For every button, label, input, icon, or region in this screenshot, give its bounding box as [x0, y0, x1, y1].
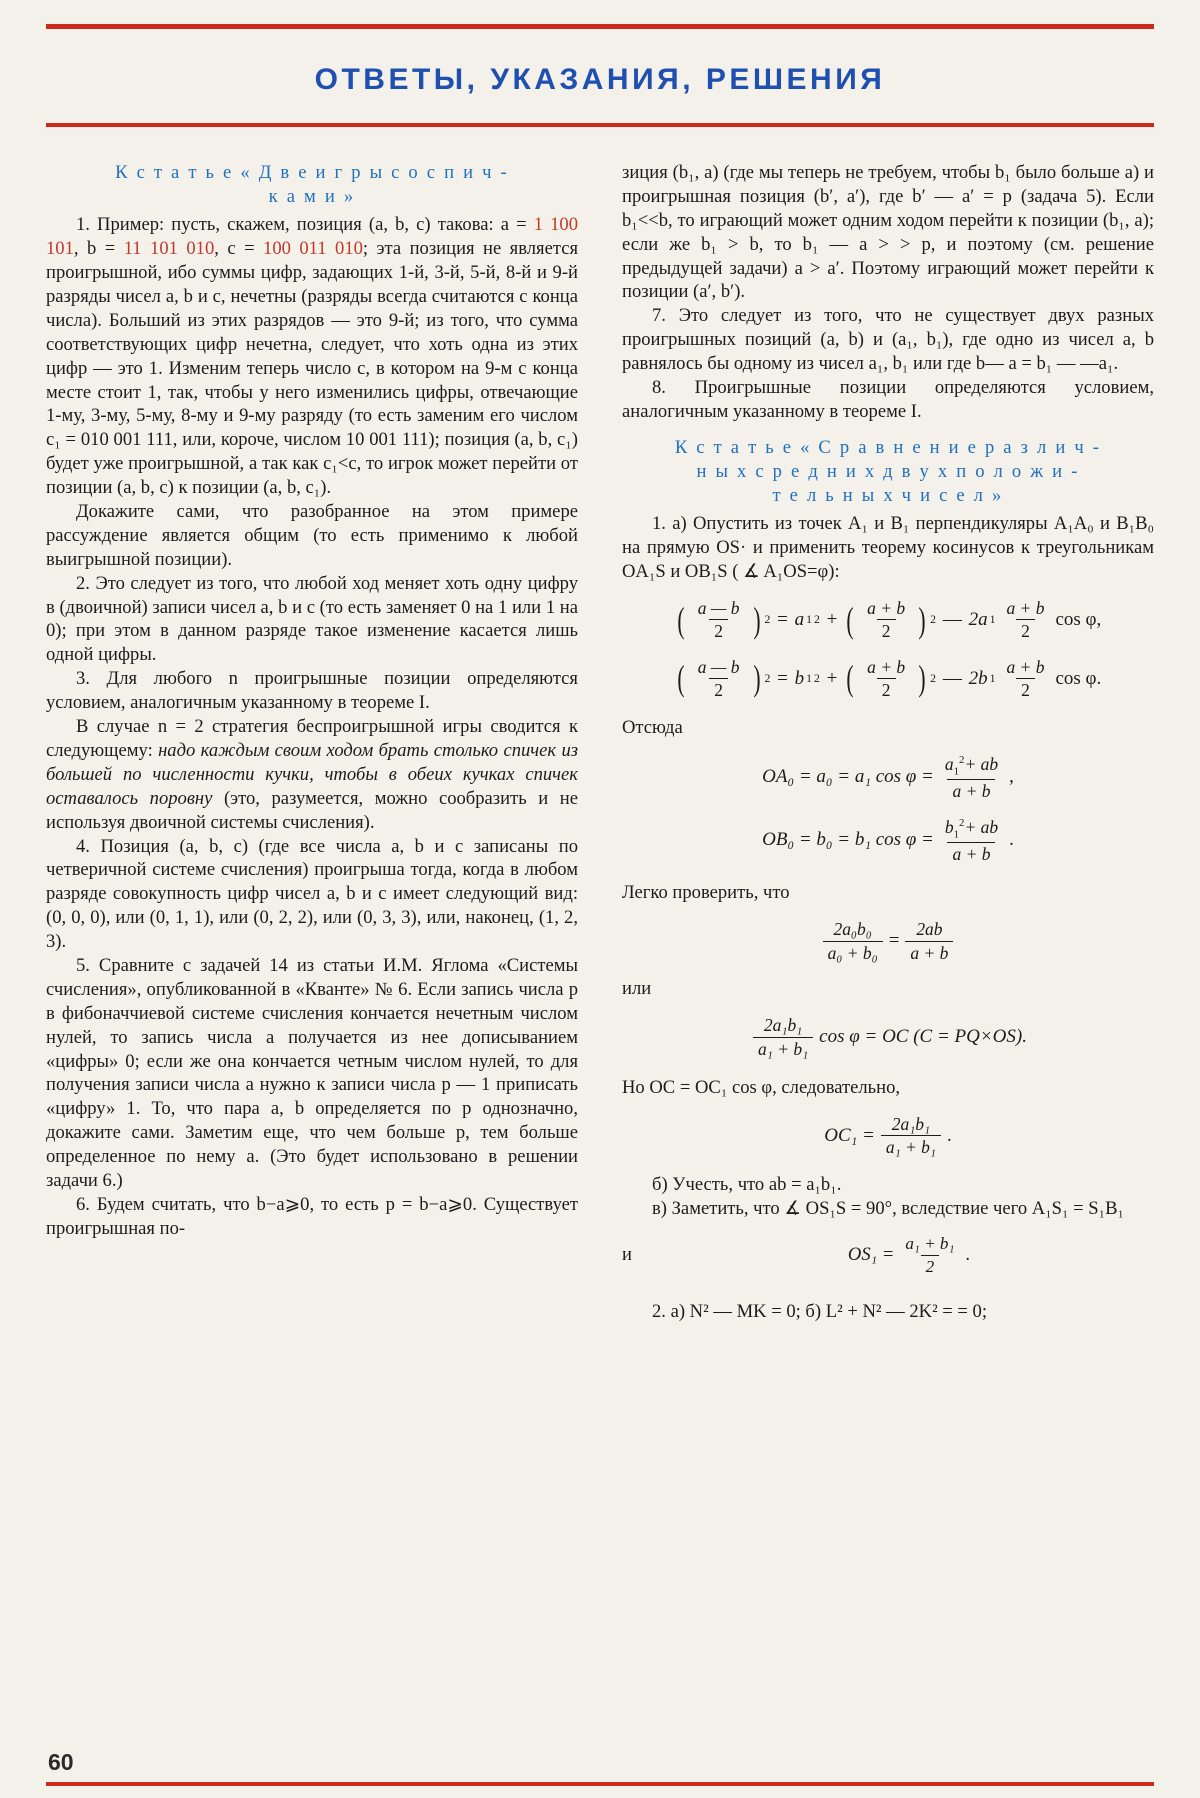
formula2-mid-exp: 2: [930, 672, 937, 686]
paragraph-answer-4: 4. Позиция (a, b, c) (где все числа a, b и c записаны по четверичной системе счисления) проигрыша тогда, когда в любом разряде совокупность цифр чисел a, b и c имеет следующий вид: (0, 0, 0), или (0, 1, 1), или (0, 2, 2), или (0, 3, 3), или, наконец, (1, 2, 3).: [46, 835, 578, 953]
formula2-b1-exp: 2: [814, 672, 820, 686]
formula8-denom: 2: [921, 1255, 940, 1278]
formula-OB0: [622, 816, 1154, 866]
formula4-tail: .: [1009, 829, 1014, 851]
paragraph-answer-1: [46, 213, 578, 500]
formula2-mid-numer: a + b: [867, 656, 906, 677]
formula2-coef: 2b: [968, 667, 988, 689]
formula4-num-b: b: [944, 816, 954, 837]
formula2-frac2-denom: 2: [1016, 678, 1035, 701]
formula6-numer: 2a₁b₁: [763, 1015, 803, 1036]
formula6-denom: a₁ + b₁: [753, 1037, 813, 1060]
paren-open-4: (: [846, 658, 854, 699]
formula3-num-a: a: [944, 753, 954, 774]
answer-1-number-a: 1 100 101: [46, 214, 578, 260]
page-content: [46, 24, 1154, 1754]
label-ili: или: [622, 978, 652, 1000]
formula7-denom: a₁ + b₁: [881, 1135, 941, 1158]
section-heading-line-1: К с т а т ь е « Д в е и г р ы с о с п и ч -: [115, 162, 509, 183]
formula5-equals: =: [888, 930, 900, 952]
formula2-b1-sub: 1: [806, 672, 813, 686]
label-no-oc: Но OC = OC₁ cos φ, следовательно,: [622, 1077, 901, 1098]
paren-close-1: ): [752, 599, 761, 640]
answer-1-text-a: 1. Пример: пусть, скажем, позиция (a, b, c) такова: a =: [76, 214, 534, 236]
formula5-numer-right: 2ab: [916, 919, 943, 940]
formula2-numer: a — b: [697, 656, 740, 677]
answer-1-text-d: ; эта позиция не является проигрышной, ибо суммы цифр, задающих 1-й, 3-й, 5-й, 8-й и 9-й разряды чисел a, b и c, нечетны (разряды всегда считаются с конца числа). Больший из этих разрядов — это 9-й; из того, что сумма соответствующих цифр нечетна, следует, что хоть одна из этих цифр — это 1. Изменим теперь число c, в котором на 9-м с конца месте стоит 1, так, чтобы у него изменились цифры, отвечающие 1-му, 3-му, 5-му, 8-му и 9-му разряду (то есть заменим его числом c₁ = 010 001 111, или, короче, числом 10 001 111); позиция (a, b, c₁) будет уже проигрышной, а так как c₁<c, то игрок может перейти от позиции (a, b, c) к позиции (a, b, c₁).: [46, 238, 579, 499]
formula1-a1-exp: 2: [814, 613, 820, 627]
answer-1-number-b: 11 101 010: [123, 238, 215, 260]
formula3-num-sub: 1: [953, 765, 960, 778]
formula3-lhs: OA₀ = a₀ = a₁ cos φ =: [762, 766, 934, 788]
formula4-numer: [940, 816, 1003, 842]
paragraph-answer-2: 2. Это следует из того, что любой ход меняет хоть одну цифру в (двоичной) записи чисел a, b и c (то есть заменяет 0 на 1 или 1 на 0); при этом в данном разряде такое изменение касается лишь одной цифры.: [46, 572, 578, 666]
formula2-exponent: 2: [764, 672, 771, 686]
formula-cosine-law-a: ( $\frac{a — b}{2}$ ) 2 = a 1 2 + ( $\frac{a + b}{2}$ ) 2 — 2a 1 $\frac{a + b}{2}$ cos φ,: [677, 597, 1102, 642]
formula1-exponent: 2: [764, 613, 771, 627]
paren-open-1: (: [677, 599, 685, 640]
formula1-frac2-numer: a + b: [1006, 597, 1045, 618]
formula1-coef-sub: 1: [989, 613, 996, 627]
formula4-num-exp: 2: [959, 816, 965, 829]
formula4-num-rest: + ab: [964, 816, 999, 837]
title-underline-rule: [46, 123, 1154, 127]
strategy-italic-rule: надо каждым своим ходом брать столько спичек из большей по численности кучки, чтобы в обеих кучках спичек оставалось поровну: [46, 739, 578, 809]
paragraph-prove-yourself: Докажите сами, что разобранное на этом примере рассуждение является общим (то есть применимо к любой выигрышной позиции).: [46, 501, 578, 570]
section-heading-comparison-of-means: [622, 436, 1154, 509]
strategy-text-end: (это, разумеется, можно сообразить и не используя двоичной системы счисления).: [46, 787, 578, 833]
answer-1-text-b: , b =: [73, 238, 124, 260]
formula1-a1: a: [794, 608, 805, 630]
formula8-lhs: OS₁ =: [847, 1244, 895, 1266]
left-column: [46, 161, 578, 1323]
paragraph-answer-5: 5. Сравните с задачей 14 из статьи И.М. Яглома «Системы счисления», опубликованной в «Кванте» № 6. Если запись числа p в фибоначчиевой системе счисления кончается нечетным числом нулей, то запись числа a получается из нее дописыванием «цифры» 0; если же она кончается четным числом нулей, то для получения записи числа a нужно к записи числа p — 1 приписать «цифру» 1. То, что пара a, b определяется по p однозначно, докажите сами. Заметим еще, что чем больше p, тем больше определенное по нему a. (Это будет использовано в решении задачи 6.): [46, 954, 578, 1191]
formula1-mid-denom: 2: [877, 619, 896, 642]
formula5-denom-right: a + b: [905, 941, 953, 964]
formula2-frac2-numer: a + b: [1006, 656, 1045, 677]
formula1-mid-numer: a + b: [867, 597, 906, 618]
formula1-cos: cos φ,: [1055, 608, 1102, 630]
formula2-b1: b: [794, 667, 805, 689]
two-column-body: [46, 161, 1154, 1323]
formula5-numer-left: 2a₀b₀: [833, 919, 872, 940]
strategy-text-start: В случае n = 2 стратегия беспроигрышной игры сводится к следующему:: [46, 716, 578, 761]
paragraph-problem-1v: в) Заметить, что ∡ OS₁S = 90°, вследствие чего A₁S₁ = S₁B₁: [652, 1197, 1124, 1219]
formula-OS1-row: [622, 1233, 1154, 1278]
paren-close-2: ): [918, 599, 926, 640]
section2-heading-line-3: т е л ь н ы х ч и с е л »: [772, 485, 1004, 507]
section2-heading-line-1: К с т а т ь е « С р а в н е н и е р а з л и ч -: [674, 436, 1102, 458]
right-column: [622, 161, 1154, 1323]
formula1-coef: 2a: [968, 608, 988, 630]
label-otsyuda: Отсюда: [622, 716, 683, 738]
formula7-tail: .: [946, 1124, 952, 1146]
formula-OC: [622, 1014, 1154, 1060]
paren-close-3: ): [752, 658, 761, 699]
formula-cosine-law-b: ( $\frac{a — b}{2}$ ) 2 = b 1 2 + ( $\frac{a + b}{2}$ ) 2 — 2b 1 $\frac{a + b}{2}$ cos φ.: [677, 656, 1102, 701]
paragraph-problem-1a: 1. а) Опустить из точек A₁ и B₁ перпендикуляры A₁A₀ и B₁B₀ на прямую OS· и применить теорему косинусов к треугольникам OA₁S и OB₁S ( ∡ A₁OS=φ):: [622, 513, 1154, 583]
paragraph-answer-6-continued: зиция (b₁, a) (где мы теперь не требуем, чтобы b₁ было больше a) и проигрышная позиция (b′, a′), где b′ — a′ = p (задача 5). Если b₁<<b, то играющий может одним ходом перейти к позиции (b₁, a); если же b₁ > b, то b₁ — a > > p, и поэтому (см. решение предыдущей задачи) a > a′. Поэтому играющий может перейти к позиции (a′, b′).: [622, 162, 1154, 303]
formula4-num-sub: 1: [953, 828, 960, 841]
answer-1-text-c: , c =: [214, 238, 264, 260]
formula5-denom-left: a₀ + b₀: [823, 941, 883, 964]
formula8-tail: .: [965, 1244, 971, 1266]
formula7-lhs: OC₁ =: [824, 1124, 875, 1146]
formula7-numer: 2a₁b₁: [891, 1113, 931, 1134]
formula2-mid-denom: 2: [877, 678, 896, 701]
paragraph-answer-7: 7. Это следует из того, что не существует двух разных проигрышных позиций (a, b) и (a₁, b₁), где одно из чисел a, b равнялось бы одному из чисел a₁, b₁ или где b— a = b₁ — —a₁.: [622, 305, 1154, 375]
paragraph-answer-8: 8. Проигрышные позиции определяются условием, аналогичным указанному в теореме I.: [622, 377, 1154, 422]
formula2-cos: cos φ.: [1055, 667, 1102, 689]
formula3-num-rest: + ab: [964, 753, 999, 774]
formula4-lhs: OB₀ = b₀ = b₁ cos φ =: [762, 829, 934, 851]
page-number: 60: [48, 1749, 74, 1775]
formula3-denom: a + b: [947, 779, 995, 802]
formula2-denom: 2: [709, 678, 728, 701]
label-legko-proverit: Легко проверить, что: [622, 882, 790, 904]
formula1-a1-sub: 1: [806, 613, 813, 627]
formula8-numer: a₁ + b₁: [905, 1233, 955, 1253]
section2-heading-line-2: н ы х с р е д н и х д в у х п о л о ж и -: [696, 460, 1080, 482]
formula1-denom: 2: [709, 619, 728, 642]
paragraph-answer-6: 6. Будем считать, что b−a⩾0, то есть p = b−a⩾0. Существует проигрышная по-: [46, 1193, 578, 1239]
paragraph-strategy-n2: [46, 715, 578, 834]
bottom-rule: [46, 1782, 1154, 1786]
label-i: и: [622, 1244, 632, 1266]
formula-harmonic-equality: [622, 918, 1154, 964]
formula2-coef-sub: 1: [989, 672, 996, 686]
paragraph-problem-1b: б) Учесть, что ab = a₁b₁.: [652, 1173, 842, 1195]
formula3-num-exp: 2: [959, 753, 965, 766]
paren-open-3: (: [677, 658, 685, 699]
paren-close-4: ): [918, 658, 926, 699]
top-rule: [46, 24, 1154, 29]
formula3-tail: ,: [1009, 766, 1014, 788]
formula1-mid-exp: 2: [930, 613, 937, 627]
section-heading-line-2: к а м и »: [268, 186, 356, 208]
paragraph-problem-2: 2. а) N² — MK = 0; б) L² + N² — 2K² = = 0;: [652, 1300, 988, 1322]
page-title: ОТВЕТЫ, УКАЗАНИЯ, РЕШЕНИЯ: [314, 63, 886, 96]
formula1-numer: a — b: [697, 597, 740, 618]
formula6-rest: cos φ = OC (C = PQ×OS).: [819, 1025, 1027, 1047]
formula3-numer: [940, 753, 1003, 779]
formula-OC1: [622, 1113, 1154, 1159]
answer-1-number-c: 100 011 010: [263, 238, 363, 260]
formula1-frac2-denom: 2: [1016, 619, 1035, 642]
section-heading-matchstick-games: [46, 161, 578, 209]
formula4-denom: a + b: [947, 842, 995, 865]
paren-open-2: (: [846, 599, 854, 640]
paragraph-answer-3: 3. Для любого n проигрышные позиции определяются условием, аналогичным указанному в теореме I.: [46, 668, 578, 714]
formula-OA0: [622, 753, 1154, 803]
